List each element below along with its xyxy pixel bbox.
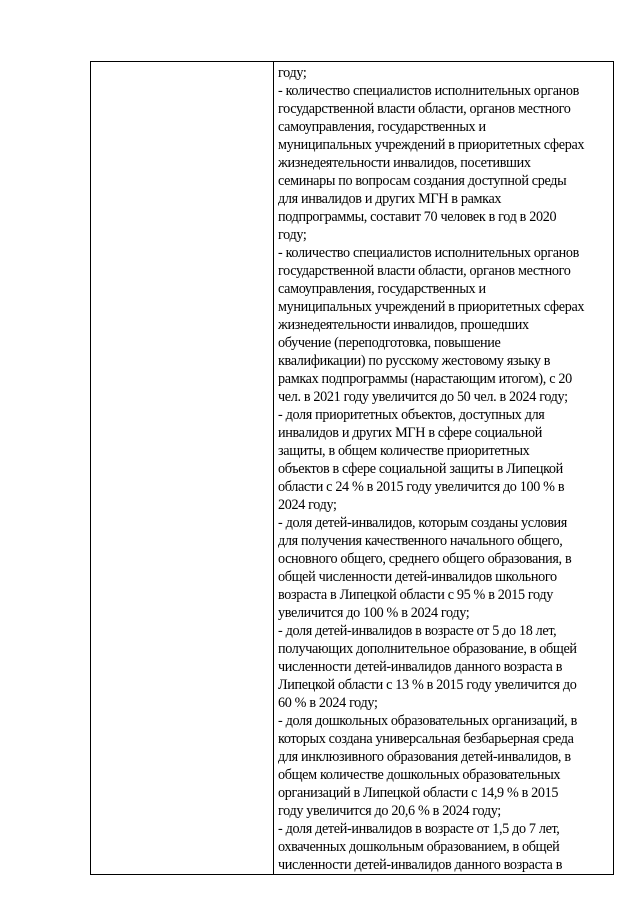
text-line: подпрограммы, составит 70 человек в год в 2020 bbox=[278, 209, 557, 225]
text-line: области с 24 % в 2015 году увеличится до 100 % в bbox=[278, 479, 565, 495]
text-line: численности детей-инвалидов данного возраста в bbox=[278, 659, 563, 675]
text-line: году; bbox=[278, 227, 307, 243]
text-line: которых создана универсальная безбарьерная среда bbox=[278, 731, 574, 747]
text-line: государственной власти области, органов местного bbox=[278, 263, 571, 279]
text-line: объектов в сфере социальной защиты в Липецкой bbox=[278, 461, 563, 477]
text-line: - доля детей-инвалидов, которым созданы условия bbox=[278, 515, 567, 531]
text-line: чел. в 2021 году увеличится до 50 чел. в 2024 году; bbox=[278, 389, 568, 405]
text-line: муниципальных учреждений в приоритетных сферах bbox=[278, 137, 585, 153]
text-line: - количество специалистов исполнительных органов bbox=[278, 83, 580, 99]
text-line: - доля дошкольных образовательных организаций, в bbox=[278, 713, 577, 729]
text-line: государственной власти области, органов местного bbox=[278, 101, 571, 117]
text-line: общей численности детей-инвалидов школьного bbox=[278, 569, 557, 585]
text-line: - количество специалистов исполнительных органов bbox=[278, 245, 580, 261]
text-line: увеличится до 100 % в 2024 году; bbox=[278, 605, 470, 621]
text-line: организаций в Липецкой области с 14,9 % в 2015 bbox=[278, 785, 559, 801]
text-line: защиты, в общем количестве приоритетных bbox=[278, 443, 530, 459]
text-line: численности детей-инвалидов данного возраста в bbox=[278, 857, 563, 873]
text-line: - доля детей-инвалидов в возрасте от 1,5 до 7 лет, bbox=[278, 821, 560, 837]
text-line: общем количестве дошкольных образовательных bbox=[278, 767, 561, 783]
text-line: жизнедеятельности инвалидов, посетивших bbox=[278, 155, 531, 171]
text-line: для инклюзивного образования детей-инвалидов, в bbox=[278, 749, 571, 765]
text-line: году увеличится до 20,6 % в 2024 году; bbox=[278, 803, 501, 819]
text-line: 2024 году; bbox=[278, 497, 337, 513]
text-line: жизнедеятельности инвалидов, прошедших bbox=[278, 317, 529, 333]
table-cell-indicators bbox=[274, 62, 614, 875]
text-line: - доля детей-инвалидов в возрасте от 5 до 18 лет, bbox=[278, 623, 557, 639]
text-line: самоуправления, государственных и bbox=[278, 119, 486, 135]
text-line: 60 % в 2024 году; bbox=[278, 695, 378, 711]
table-row bbox=[91, 62, 614, 875]
text-line: охваченных дошкольным образованием, в общей bbox=[278, 839, 560, 855]
table-cell-left-empty bbox=[91, 62, 274, 875]
text-line: квалификации) по русскому жестовому языку в bbox=[278, 353, 551, 369]
text-line: муниципальных учреждений в приоритетных сферах bbox=[278, 299, 585, 315]
text-line: основного общего, среднего общего образования, в bbox=[278, 551, 572, 567]
text-line: году; bbox=[278, 65, 307, 81]
text-line: возраста в Липецкой области с 95 % в 2015 году bbox=[278, 587, 553, 603]
document-table bbox=[90, 61, 614, 875]
text-line: инвалидов и других МГН в сфере социальной bbox=[278, 425, 542, 441]
text-line: Липецкой области с 13 % в 2015 году увеличится до bbox=[278, 677, 577, 693]
text-line: получающих дополнительное образование, в общей bbox=[278, 641, 577, 657]
text-line: - доля приоритетных объектов, доступных для bbox=[278, 407, 545, 423]
text-line: для получения качественного начального общего, bbox=[278, 533, 563, 549]
text-line: для инвалидов и других МГН в рамках bbox=[278, 191, 502, 207]
text-line: семинары по вопросам создания доступной среды bbox=[278, 173, 567, 189]
text-line: рамках подпрограммы (нарастающим итогом), с 20 bbox=[278, 371, 572, 387]
text-line: самоуправления, государственных и bbox=[278, 281, 486, 297]
text-line: обучение (переподготовка, повышение bbox=[278, 335, 501, 351]
